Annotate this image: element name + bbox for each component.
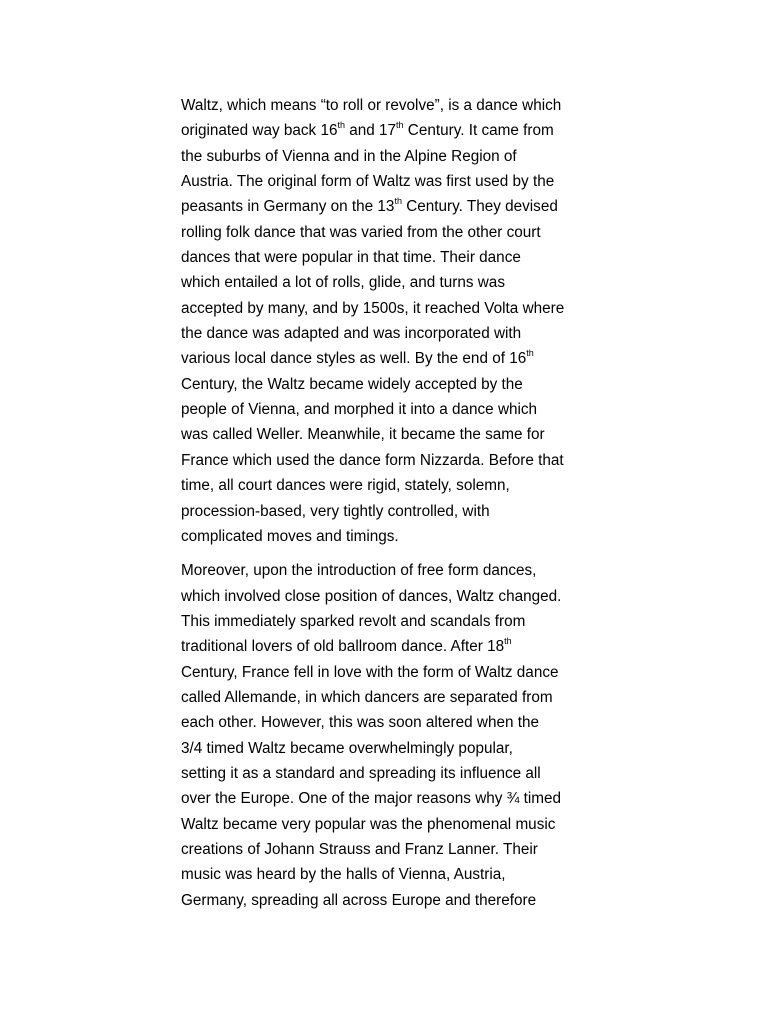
text-run: accepted by many, and by 1500s, it reached Volta where xyxy=(181,299,565,317)
text-run: Century, France fell in love with the form of Waltz dance xyxy=(181,663,559,681)
text-run: called Allemande, in which dancers are separated from xyxy=(181,688,553,706)
text-line xyxy=(181,118,601,143)
paragraph-1 xyxy=(181,93,601,549)
text-line xyxy=(181,397,601,422)
text-line xyxy=(181,194,601,219)
text-run: time, all court dances were rigid, stately, solemn, xyxy=(181,477,510,495)
text-line xyxy=(181,422,601,447)
superscript-text: th xyxy=(337,120,345,131)
text-run: various local dance styles as well. By the end of 16 xyxy=(181,350,527,368)
text-run: and 17 xyxy=(344,122,397,140)
text-line xyxy=(181,499,601,524)
text-line xyxy=(181,786,601,811)
superscript-text: th xyxy=(526,348,534,359)
text-run: music was heard by the halls of Vienna, Austria, xyxy=(181,866,506,884)
text-run: originated way back 16 xyxy=(181,122,338,140)
superscript-text: th xyxy=(394,196,402,207)
text-line xyxy=(181,634,601,659)
text-line xyxy=(181,144,601,169)
text-run: Waltz became very popular was the phenomenal music xyxy=(181,815,556,833)
text-run: creations of Johann Strauss and Franz Lanner. Their xyxy=(181,840,538,858)
text-line xyxy=(181,685,601,710)
text-run: setting it as a standard and spreading its influence all xyxy=(181,764,541,782)
text-run: Century. They devised xyxy=(401,198,558,216)
text-run: 3/4 timed Waltz became overwhelmingly popular, xyxy=(181,739,513,757)
text-run: Austria. The original form of Waltz was first used by the xyxy=(181,173,555,191)
paragraph-gap xyxy=(181,549,601,558)
text-line xyxy=(181,296,601,321)
text-line xyxy=(181,761,601,786)
text-run: the dance was adapted and was incorporated with xyxy=(181,325,522,343)
text-line xyxy=(181,812,601,837)
text-run: which entailed a lot of rolls, glide, and turns was xyxy=(181,274,505,292)
text-run: Century, the Waltz became widely accepted by the xyxy=(181,375,523,393)
text-run: each other. However, this was soon altered when the xyxy=(181,714,539,732)
text-run: Moreover, upon the introduction of free form dances, xyxy=(181,562,537,580)
text-line xyxy=(181,660,601,685)
text-line xyxy=(181,93,601,118)
text-run: peasants in Germany on the 13 xyxy=(181,198,395,216)
text-run: Waltz, which means “to roll or revolve”, is a dance which xyxy=(181,97,562,114)
text-line xyxy=(181,524,601,549)
text-run: people of Vienna, and morphed it into a dance which xyxy=(181,401,538,419)
text-line xyxy=(181,448,601,473)
text-line xyxy=(181,584,601,609)
paragraph-2 xyxy=(181,558,601,913)
text-line xyxy=(181,245,601,270)
superscript-text: th xyxy=(504,636,512,647)
text-line xyxy=(181,888,601,913)
text-run: procession-based, very tightly controlled, with xyxy=(181,502,490,520)
text-line xyxy=(181,220,601,245)
text-run: dances that were popular in that time. Their dance xyxy=(181,249,521,267)
text-line xyxy=(181,736,601,761)
text-line xyxy=(181,270,601,295)
text-run: complicated moves and timings. xyxy=(181,527,399,545)
text-run: traditional lovers of old ballroom dance. After 18 xyxy=(181,638,505,656)
text-line xyxy=(181,346,601,371)
document-body xyxy=(181,93,601,913)
text-line xyxy=(181,169,601,194)
text-run: over the Europe. One of the major reasons why ¾ timed xyxy=(181,790,562,808)
text-line xyxy=(181,473,601,498)
superscript-text: th xyxy=(396,120,404,131)
text-run: was called Weller. Meanwhile, it became the same for xyxy=(181,426,545,444)
text-run: Germany, spreading all across Europe and therefore xyxy=(181,891,537,909)
text-run: This immediately sparked revolt and scandals from xyxy=(181,612,526,630)
text-run: France which used the dance form Nizzarda. Before that xyxy=(181,451,564,469)
text-run: rolling folk dance that was varied from the other court xyxy=(181,223,541,241)
text-line xyxy=(181,609,601,634)
text-run: the suburbs of Vienna and in the Alpine Region of xyxy=(181,147,517,165)
text-line xyxy=(181,862,601,887)
text-run: Century. It came from xyxy=(403,122,554,140)
text-line xyxy=(181,321,601,346)
text-line xyxy=(181,710,601,735)
text-line xyxy=(181,558,601,583)
text-run: which involved close position of dances, Waltz changed. xyxy=(181,587,562,605)
text-line xyxy=(181,837,601,862)
text-line xyxy=(181,372,601,397)
